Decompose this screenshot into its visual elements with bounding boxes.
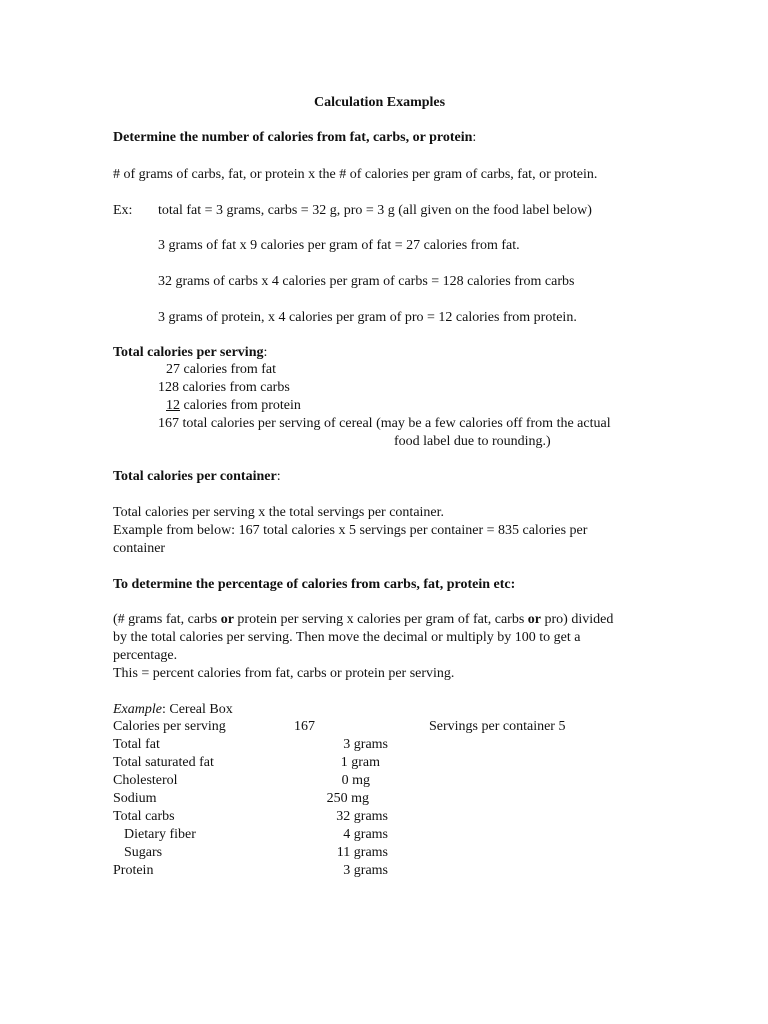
calc-fat-line: 3 grams of fat x 9 calories per gram of fat = 27 calories from fat.: [158, 238, 520, 253]
nutrient-value: 0 mg: [341, 773, 370, 788]
nutrient-label-indented: Dietary fiber: [124, 827, 196, 842]
or-emphasis: or: [220, 612, 234, 627]
nutrient-value: 1 gram: [340, 755, 380, 770]
container-formula-line: Total calories per serving x the total servings per container.: [113, 505, 445, 520]
protein-calories-number: 12: [166, 398, 180, 413]
nutrient-label: Total fat: [113, 737, 160, 752]
formula-text-part: protein per serving x calories per gram of fat, carbs: [233, 612, 528, 627]
example-given-values: total fat = 3 grams, carbs = 32 g, pro = 3 g (all given on the food label below): [158, 203, 592, 218]
nutrient-label: Cholesterol: [113, 773, 178, 788]
section-percentage-heading: To determine the percentage of calories from carbs, fat, protein etc:: [113, 577, 516, 592]
page-title: Calculation Examples: [314, 95, 446, 110]
calc-protein-line: 3 grams of protein, x 4 calories per gram of pro = 12 calories from protein.: [158, 310, 577, 325]
section-calories-from-macros: [113, 129, 476, 147]
heading-colon: :: [472, 130, 477, 145]
section-total-per-container: [113, 468, 281, 486]
container-example-line-cont: container: [113, 541, 166, 556]
example-label: Ex:: [113, 203, 133, 218]
nutrient-label: Protein: [113, 863, 154, 878]
carbs-calories-line: 128 calories from carbs: [158, 380, 290, 395]
servings-per-container: Servings per container 5: [429, 719, 566, 734]
nutrient-label-indented: Sugars: [124, 845, 163, 860]
heading-colon: :: [263, 345, 268, 360]
percentage-formula-line: [113, 611, 613, 629]
calories-per-serving-value: 167: [294, 719, 315, 734]
percentage-formula-line-2: by the total calories per serving. Then move the decimal or multiply by 100 to get a: [113, 630, 581, 645]
container-example-line: Example from below: 167 total calories x 5 servings per container = 835 calories per: [113, 523, 588, 538]
example-colon: :: [161, 702, 166, 717]
heading-colon: :: [276, 469, 281, 484]
fat-calories-line: 27 calories from fat: [166, 362, 277, 377]
section-heading: Total calories per container: [113, 469, 277, 484]
example-cereal-heading: [113, 701, 233, 719]
section-heading: Determine the number of calories from fat, carbs, or protein: [113, 130, 473, 145]
nutrient-label: Total saturated fat: [113, 755, 214, 770]
nutrient-value: 4 grams: [343, 827, 388, 842]
protein-calories-line: [158, 397, 301, 415]
percentage-formula-line-3: percentage.: [113, 648, 178, 663]
nutrient-value: 250 mg: [326, 791, 369, 806]
formula-text: # of grams of carbs, fat, or protein x the # of calories per gram of carbs, fat, or protein.: [113, 167, 598, 182]
formula-text-part: pro) divided: [541, 612, 614, 627]
example-name: Cereal Box: [165, 702, 233, 717]
total-calories-note: food label due to rounding.): [394, 434, 551, 449]
nutrient-label: Sodium: [113, 791, 157, 806]
or-emphasis: or: [527, 612, 542, 627]
nutrient-label: Total carbs: [113, 809, 175, 824]
section-total-per-serving: [113, 344, 267, 362]
calc-carbs-line: 32 grams of carbs x 4 calories per gram of carbs = 128 calories from carbs: [158, 274, 575, 289]
protein-calories-text: calories from protein: [180, 398, 301, 413]
total-calories-line: 167 total calories per serving of cereal (may be a few calories off from the actual: [158, 416, 611, 431]
nutrient-value: 11 grams: [336, 845, 388, 860]
calories-per-serving-label: Calories per serving: [113, 719, 226, 734]
nutrient-value: 3 grams: [343, 737, 388, 752]
example-label-italic: Example: [113, 702, 162, 717]
section-heading: Total calories per serving: [113, 345, 264, 360]
formula-text-part: (# grams fat, carbs: [113, 612, 221, 627]
nutrient-value: 32 grams: [336, 809, 388, 824]
nutrient-value: 3 grams: [343, 863, 388, 878]
percentage-summary-line: This = percent calories from fat, carbs or protein per serving.: [113, 666, 455, 681]
